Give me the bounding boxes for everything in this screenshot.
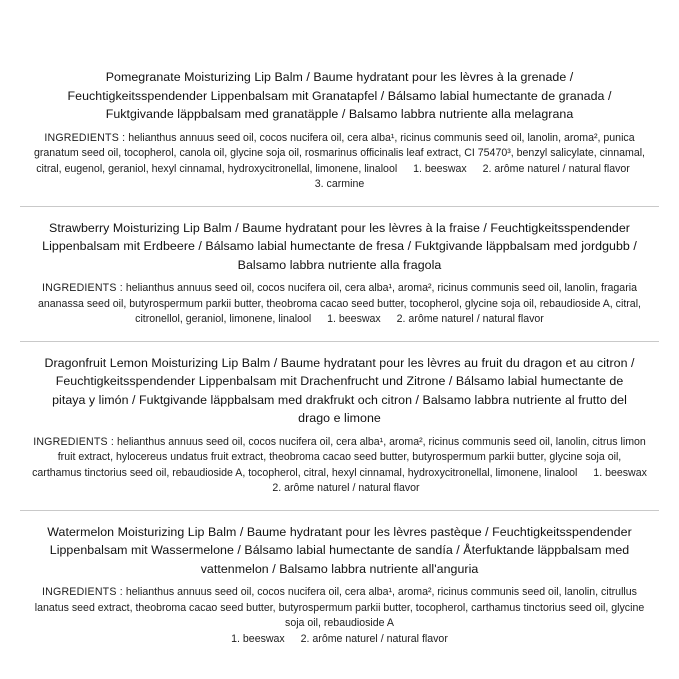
product-block-watermelon [20, 523, 659, 648]
product-title: Dragonfruit Lemon Moisturizing Lip Balm / Baume hydratant pour les lèvres au fruit du dragon et au citron / Feuchtigkeitsspendender Lippenbalsam mit Drachenfrucht und Zitrone / Bálsamo labial humectante de pitaya y limón / Fuktgivande läppbalsam med drakfrukt och citron / Balsamo labbra nutriente al frutto del drago e limone [44, 355, 635, 425]
ingredients-text: helianthus annuus seed oil, cocos nucifera oil, cera alba¹, aroma², ricinus communis seed oil, lanolin, citrullus lanatus seed extract, theobroma cacao seed butter, butyrospermum parkii butter, tocopherol, carthamus tinctorius seed oil, glycine soja oil, rebaudioside A [34, 586, 645, 629]
product-title: Watermelon Moisturizing Lip Balm / Baume hydratant pour les lèvres pastèque / Feuchtigkeitsspendender Lippenbalsam mit Wassermelone / Bálsamo labial humectante de sandía / Återfuktande läppbalsam med vattenmelon / Balsamo labbra nutriente all'anguria [47, 524, 632, 576]
footnote-1: 1. beeswax [231, 632, 285, 645]
ingredients-text: helianthus annuus seed oil, cocos nucifera oil, cera alba¹, aroma², ricinus communis seed oil, lanolin, citrus limon fruit extract, hylocereus undatus fruit extract, theobroma cacao seed butter, butyrospermum parkii butter, glycine soja oil, carthamus tinctorius seed oil, rebaudioside A, tocopherol, citral, hexyl cinnamal, hydroxycitronellal, limonene, linalool [32, 435, 646, 479]
ingredients-text: helianthus annuus seed oil, cocos nucifera oil, cera alba¹, aroma², ricinus communis seed oil, lanolin, fragaria ananassa seed oil, butyrospermum parkii butter, theobroma cacao seed butter, tocopherol, glycine soja oil, rebaudioside A, citral, citronellol, geraniol, limonene, linalool [37, 282, 641, 325]
ingredients-paragraph [20, 281, 659, 328]
ingredients-label: INGREDIENTS : [44, 131, 126, 144]
ingredients-paragraph [20, 131, 659, 193]
footnote-2: 2. arôme naturel / natural flavor [300, 632, 448, 645]
ingredients-label: INGREDIENTS : [33, 435, 115, 448]
ingredients-paragraph [20, 435, 659, 497]
section-divider [20, 206, 659, 207]
footnote-1: 1. beeswax [327, 313, 381, 325]
ingredients-label: INGREDIENTS : [42, 586, 123, 598]
footnote-2: 2. arôme naturel / natural flavor [272, 482, 420, 494]
product-title: Strawberry Moisturizing Lip Balm / Baume hydratant pour les lèvres à la fraise / Feuchtigkeitsspendender Lippenbalsam mit Erdbeere / Bálsamo labial humectante de fresa / Fuktgivande läppbalsam med jordgubb / Balsamo labbra nutriente alla fragola [42, 220, 637, 272]
footnote-3: 3. carmine [314, 178, 365, 190]
product-block-strawberry [20, 219, 659, 328]
ingredients-paragraph [20, 585, 659, 647]
footnote-2: 2. arôme naturel / natural flavor [396, 313, 544, 325]
product-block-dragonfruit-lemon [20, 354, 659, 497]
section-divider [20, 510, 659, 511]
footnote-1: 1. beeswax [593, 466, 647, 479]
ingredients-text: helianthus annuus seed oil, cocos nucifera oil, cera alba¹, ricinus communis seed oil, lanolin, aroma², punica granatum seed oil, tocopherol, canola oil, glycine soja oil, rosmarinus officinalis leaf extract, CI 75470³, benzyl salicylate, cinnamal, citral, eugenol, geraniol, hexyl cinnamal, hydroxycitronellal, limonene, linalool [33, 131, 646, 175]
product-block-pomegranate [20, 68, 659, 193]
section-divider [20, 341, 659, 342]
footnote-2: 2. arôme naturel / natural flavor [482, 162, 630, 175]
footnote-1: 1. beeswax [413, 162, 467, 175]
ingredients-label: INGREDIENTS : [42, 282, 123, 294]
product-title: Pomegranate Moisturizing Lip Balm / Baume hydratant pour les lèvres à la grenade / Feuchtigkeitsspendender Lippenbalsam mit Granatapfel / Bálsamo labial humectante de granada / Fuktgivande läppbalsam med granatäpple / Balsamo labbra nutriente alla melagrana [67, 70, 612, 121]
footnotes-row [32, 632, 647, 648]
